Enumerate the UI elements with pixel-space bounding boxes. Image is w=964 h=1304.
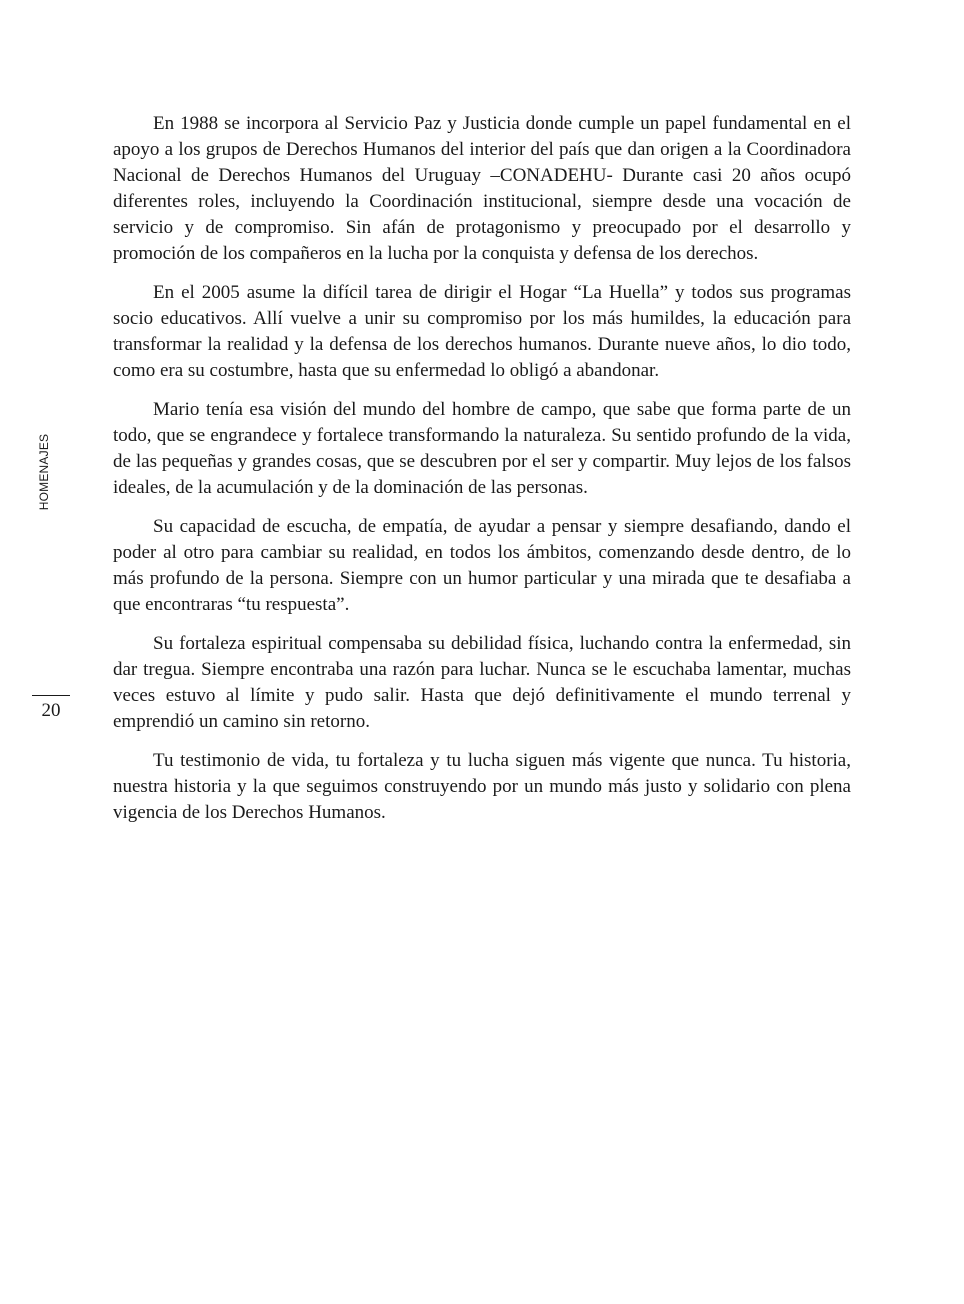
page-number: 20 (41, 700, 61, 721)
paragraph-6: Tu testimonio de vida, tu fortaleza y tu lucha siguen más vigente que nunca. Tu historia, nuestra historia y la que seguimos construyendo por un mundo más justo y solidario con plena vigencia de los Derechos Humanos. (113, 750, 851, 823)
paragraph-5: Su fortaleza espiritual compensaba su debilidad física, luchando contra la enfermedad, sin dar tregua. Siempre encontraba una razón para luchar. Nunca se le escuchaba lamentar, muchas veces estuvo al límite y pudo salir. Hasta que dejó definitivamente el mundo terrenal y emprendió un camino sin retorno. (113, 633, 851, 732)
body-text (113, 111, 851, 839)
paragraph-4: Su capacidad de escucha, de empatía, de ayudar a pensar y siempre desafiando, dando el poder al otro para cambiar su realidad, en todos los ámbitos, comenzando desde dentro, de lo más profundo de la persona. Siempre con un humor particular y una mirada que te desafiaba a que encontraras “tu respuesta”. (113, 516, 851, 615)
paragraph-1: En 1988 se incorpora al Servicio Paz y Justicia donde cumple un papel fundamental en el apoyo a los grupos de Derechos Humanos del interior del país que dan origen a la Coordinadora Nacional de Derechos Humanos del Uruguay –CONADEHU- Durante casi 20 años ocupó diferentes roles, incluyendo la Coordinación institucional, siempre desde una vocación de servicio y de compromiso. Sin afán de protagonismo y preocupado por el desarrollo y promoción de los compañeros en la lucha por la conquista y defensa de los derechos. (113, 113, 851, 264)
page-number-rule (32, 695, 70, 696)
paragraph-3: Mario tenía esa visión del mundo del hombre de campo, que sabe que forma parte de un todo, que se engrandece y fortalece transformando la naturaleza. Su sentido profundo de la vida, de las pequeñas y grandes cosas, que se descubren por el ser y compartir. Muy lejos de los falsos ideales, de la acumulación y de la dominación de las personas. (113, 399, 851, 498)
section-label: HOMENAJES (37, 433, 51, 511)
paragraph-2: En el 2005 asume la difícil tarea de dirigir el Hogar “La Huella” y todos sus programas socio educativos. Allí vuelve a unir su compromiso por los más humildes, la educación para transformar la realidad y la defensa de los derechos humanos. Durante nueve años, lo dio todo, como era su costumbre, hasta que su enfermedad lo obligó a abandonar. (113, 282, 851, 381)
